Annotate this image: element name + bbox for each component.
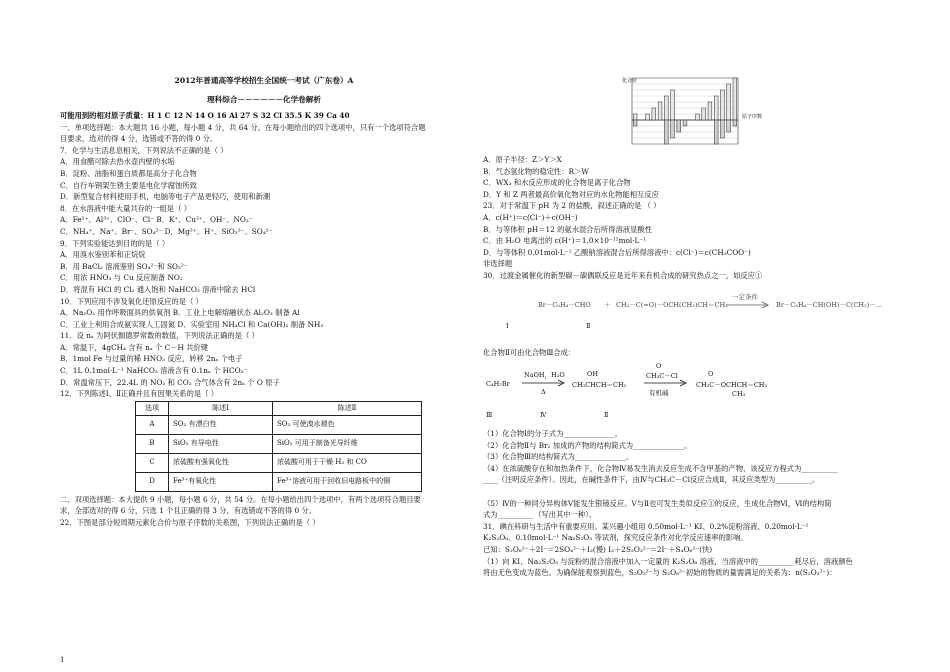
text-line: 10．下列应用不涉及氧化还原反应的是（ ） [60, 296, 203, 306]
text-line: （5）Ⅳ的一种同分异构体Ⅴ能发生银镜反应。Ⅴ与Ⅱ也可发生类似反应①的反应，生成化合物Ⅵ，Ⅵ的结构简 [483, 498, 832, 508]
compound-III: C₄H₇Br [486, 380, 510, 388]
text-line: D．新型复合材料使用手机，电脑等电子产品更轻巧，使用和新潮 [60, 192, 271, 202]
reaction-arrow-icon [522, 379, 566, 387]
reagent-base: 有机碱 [649, 389, 669, 397]
text-line: 8．在水溶液中能大量共存的一组是（ ） [60, 203, 192, 213]
table-cell: Fe³⁺溶液可用于回收旧电路板中的铜 [273, 472, 422, 491]
text-line: C．工业上利用合成氨实现人工固氮 D．实验室用 NH₄Cl 和 Ca(OH)₂ 制备 NH₃ [60, 319, 324, 329]
text-line: 7．化学与生活息息相关，下列说法不正确的是（ ） [60, 145, 228, 155]
chart-bar [633, 114, 637, 120]
chart-bar [733, 78, 737, 120]
label-IV: Ⅳ [540, 411, 547, 419]
text-line: B．淀粉、油脂和蛋白质都是高分子化合物 [60, 168, 197, 178]
table-header-row [136, 401, 422, 415]
table-cell: SO₂ 可使溴水褪色 [273, 415, 422, 434]
label-I: Ⅰ [506, 322, 509, 330]
exam-subtitle: 理科综合－－－－－－化学卷解析 [207, 95, 321, 104]
text-line: A．常温下，4gCH₄ 含有 nₐ 个 C－H 共价键 [60, 342, 209, 352]
text-line: C．自行车钢架生锈主要是电化学腐蚀所致 [60, 180, 197, 190]
text-line: B．气态氢化物的稳定性：R＞W [483, 166, 589, 176]
text-line: A．用溴水鉴别苯和正烷烷 [60, 250, 146, 260]
chart-bar [714, 120, 718, 144]
reaction-arrow-icon [726, 301, 770, 309]
table-cell: SiO₂ 有导电性 [169, 434, 273, 453]
end-ch3: CH₃ [732, 390, 746, 398]
text-line: 30．过渡金属催化的新型碳－碳偶联反应是近年来有机合成的研究热点之一，如反应① [483, 270, 763, 280]
text-line: C．WX₃ 和水反应形成的化合物是离子化合物 [483, 178, 631, 188]
text-line: （1）化合物Ⅰ的分子式为______________。 [483, 429, 622, 438]
chart-bar [671, 90, 675, 120]
chart-bar [727, 120, 731, 132]
table-header: 选项 [136, 401, 169, 415]
text-line: 二、双项选择题：本大提供 9 小题，每小题 6 分，共 54 分。在每小题给出四个选项中，有两个选项符合题目要 [60, 494, 421, 504]
table-cell: C [136, 453, 169, 472]
step1-heat: Δ [541, 388, 546, 396]
text-line: A．Na₂O₂ 用作呼吸面具的供氧剂 B．工业上电解熔融状态 Al₂O₃ 制备 Al [60, 308, 300, 318]
table-cell: 浓硫酸可用于干燥 H₂ 和 CO [273, 453, 422, 472]
valence-chart [620, 72, 770, 150]
text-line: D．与等体积 0.01mol·L⁻¹ 乙酸钠溶液混合后所得溶液中：c(Cl⁻)＝c(CH₃COO⁻) [483, 247, 751, 257]
label-II: Ⅱ [586, 322, 591, 330]
table-cell: SiO₂ 可用于制备光导纤维 [273, 434, 422, 453]
table-cell: A [136, 415, 169, 434]
table-cell: 浓硫酸有强氧化性 [169, 453, 273, 472]
chart-x-label: 原子序数 [742, 114, 763, 120]
text-line: 求，全部选对的得 6 分，只选 1 个且正确的得 3 分，有选错或不答的得 0 分。 [60, 506, 317, 516]
left-column [60, 110, 468, 529]
chart-bar [677, 120, 681, 132]
text-line: 23．对于常温下 pH 为 2 的盐酸，叙述正确的是 （ ） [483, 201, 661, 211]
text-line: 31．碘在科研与生活中有重要应用。某兴趣小组用 0.50mol·L⁻¹ KI、0.2%淀粉溶液、0.20mol·L⁻¹ [483, 521, 809, 531]
chart-bar [733, 120, 737, 126]
end-o: O [708, 370, 714, 378]
mid-oh: OH [587, 370, 598, 378]
chart-bar [721, 120, 725, 138]
chart-bar [714, 96, 718, 120]
table-cell: D [136, 472, 169, 491]
text-line: C．用浓 HNO₃ 与 Cu 反应制备 NO₂ [60, 273, 183, 283]
chart-bar [658, 102, 662, 120]
text-line: A．c(H⁺)＝c(Cl⁻)＋c(OH⁻) [483, 212, 578, 222]
chart-bar [727, 84, 731, 120]
table-cell: B [136, 434, 169, 453]
text-line: C．1L 0.1mol·L⁻¹ NaHCO₃ 溶液含有 0.1nₐ 个 HCO₃⁻ [60, 366, 248, 376]
text-line: A．原子半径：Z＞Y＞X [483, 155, 562, 164]
chart-bar [702, 108, 706, 120]
text-line: C．NH₄⁺、Na⁺、Br⁻、SO₄²⁻ D．Mg²⁺、H⁺、SiO₃²⁻、SO₄²⁻ [60, 226, 273, 236]
table-row [136, 472, 422, 491]
text-line: D．常温常压下，22.4L 的 NO₂ 和 CO₂ 合气体含有 2nₐ 个 O 原子 [60, 377, 280, 387]
text-line: 一、单项选择题：本大题共 16 小题，每小题 4 分，共 64 分。在每小题给出的四个选项中，只有一个选项符合题 [60, 122, 426, 132]
exam-title: 2012年普通高等学校招生全国统一考试（广东卷）A [174, 76, 354, 85]
product-1: Br－C₆H₄－CH(OH)－C(CH₂)－… [776, 301, 883, 309]
label-II-b: Ⅱ [604, 411, 609, 419]
text-line: B．用 BaCl₂ 溶液鉴别 SO₄²⁻和 SO₃²⁻ [60, 261, 188, 271]
label-III: Ⅲ [486, 411, 493, 419]
reagent-o: O [656, 362, 662, 370]
text-line: 将由无色变成为蓝色。为确保能观察到蓝色，S₂O₃²⁻与 S₂O₈²⁻初始的物质的量需满足的关系为：n(S₂O₃²⁻)： [483, 568, 837, 578]
chart-bar [664, 96, 668, 120]
chart-bar [633, 120, 637, 126]
table-cell: SO₂ 有漂白性 [169, 415, 273, 434]
chart-bar [671, 120, 675, 138]
plus-sign: ＋ [604, 301, 611, 309]
text-line: 22．下图是部分短周期元素化合价与原子序数的关系图，下列说法正确的是（ ） [60, 518, 320, 528]
text-line: （3）化合物Ⅲ的结构简式为______________。 [483, 452, 634, 462]
text-line: C．由 H₂O 电离出的 c(H⁺)＝1.0×10⁻¹²mol·L⁻¹ [483, 236, 647, 246]
text-line: （1）向 KI、Na₂S₂O₃ 与淀粉的混合溶液中加入一定量的 K₂S₂O₈ 溶液，当溶液中的__________耗尽后，溶液颜色 [483, 556, 853, 566]
text-line: 非选择题 [483, 259, 513, 269]
text-line: 化合物Ⅱ可由化合物Ⅲ合成： [483, 348, 576, 357]
text-line [483, 486, 853, 498]
table-row [136, 415, 422, 434]
compound-1: Br－C₆H₄－CHO [538, 301, 591, 309]
table-row [136, 434, 422, 453]
table-cell: Fe³⁺有氧化性 [169, 472, 273, 491]
reaction-2 [486, 362, 906, 406]
atomic-masses: 可能用到的相对原子质量：H 1 C 12 N 14 O 16 Al 27 S 32 Cl 35.5 K 39 Ca 40 [60, 111, 350, 120]
reaction-arrow-icon [644, 379, 688, 387]
text-line: （2）化合物Ⅱ与 Br₂ 加成的产物的结构简式为______________。 [483, 440, 692, 450]
text-line: B．1mol Fe 与过量的稀 HNO₃ 反应，转移 2nₐ 个电子 [60, 354, 243, 364]
chart-bar [652, 108, 656, 120]
chart-bar [683, 120, 687, 126]
text-line: 目要求，选对的得 4 分，选错或不答的得 0 分。 [60, 134, 218, 144]
compound-II: CH₃C－OCHCH＝CH₂ [696, 381, 768, 389]
text-line: 11．设 nₐ 为阿伏伽德罗常数的数值，下列说法正确的是（ ） [60, 331, 259, 341]
reagent: CH₃C－Cl [646, 372, 678, 380]
text-line: 9．下列实验能达到目的的是（ ） [60, 238, 170, 248]
chart-bar [721, 90, 725, 120]
text-line: B．与等体积 pH＝12 的氨水混合后所得溶液显酸性 [483, 224, 652, 234]
reaction-1 [486, 286, 906, 332]
page-number: 1 [60, 656, 65, 664]
right-column [483, 154, 913, 282]
step1-reagent: NaOH，H₂O [524, 371, 565, 379]
right-text-2 [483, 347, 575, 359]
table-row [136, 453, 422, 472]
compound-IV: CH₃CHCH＝CH₂ [572, 381, 627, 389]
text-line: A．用食醋可除去热水壶内壁的水垢 [60, 157, 175, 167]
text-line: K₂S₂O₈、0.10mol·L⁻¹ Na₂S₂O₃ 等试剂，探究反应条件对化学反应速率的影响。 [483, 533, 748, 543]
text-line: D．Y 和 Z 两者最高价氧化物对应的水化物能相互反应 [483, 189, 659, 199]
table-header: 陈述Ⅰ [169, 401, 273, 415]
reaction-condition: 一定条件 [732, 293, 758, 301]
text-line: 12．下列陈述Ⅰ、Ⅱ正确并且有因果关系的是（ ） [60, 389, 219, 399]
compound-2: CH₃－C(=O)－OCH(CH₃)CH＝CH₂ [616, 301, 728, 309]
chart-bar [664, 120, 668, 144]
text-line: A．Fe²⁺、Al³⁺、ClO⁻、Cl⁻ B．K⁺、Cu²⁺、OH⁻、NO₃⁻ [60, 215, 253, 225]
right-text-3 [483, 428, 853, 579]
question12-table [135, 401, 422, 492]
text-line: ____（注明反应条件）。因此，在碱性条件下，由Ⅳ与CH₃C－Cl反应合成Ⅱ，其反应类型为__________。 [483, 475, 820, 485]
text-line: 已知：S₂O₈²⁻＋2I⁻＝2SO₄²⁻＋I₂(慢) I₂＋2S₂O₃²⁻＝2I⁻＋S₄O₆²⁻(快) [483, 544, 713, 554]
text-line: （4）在浓硫酸存在和加热条件下，化合物Ⅳ易发生消去反应生成不含甲基的产物，该反应方程式为__________ [483, 463, 838, 473]
chart-y-label: 化合价 [622, 78, 638, 84]
table-header: 陈述Ⅱ [273, 401, 422, 415]
text-line: 式为__________（写出其中一种）。 [483, 510, 597, 520]
text-line: D．将混有 HCl 的 Cl₂ 通入饱和 NaHCO₃ 溶液中除去 HCl [60, 284, 256, 294]
chart-bar [646, 114, 650, 120]
chart-bar [696, 114, 700, 120]
chart-bar [708, 102, 712, 120]
